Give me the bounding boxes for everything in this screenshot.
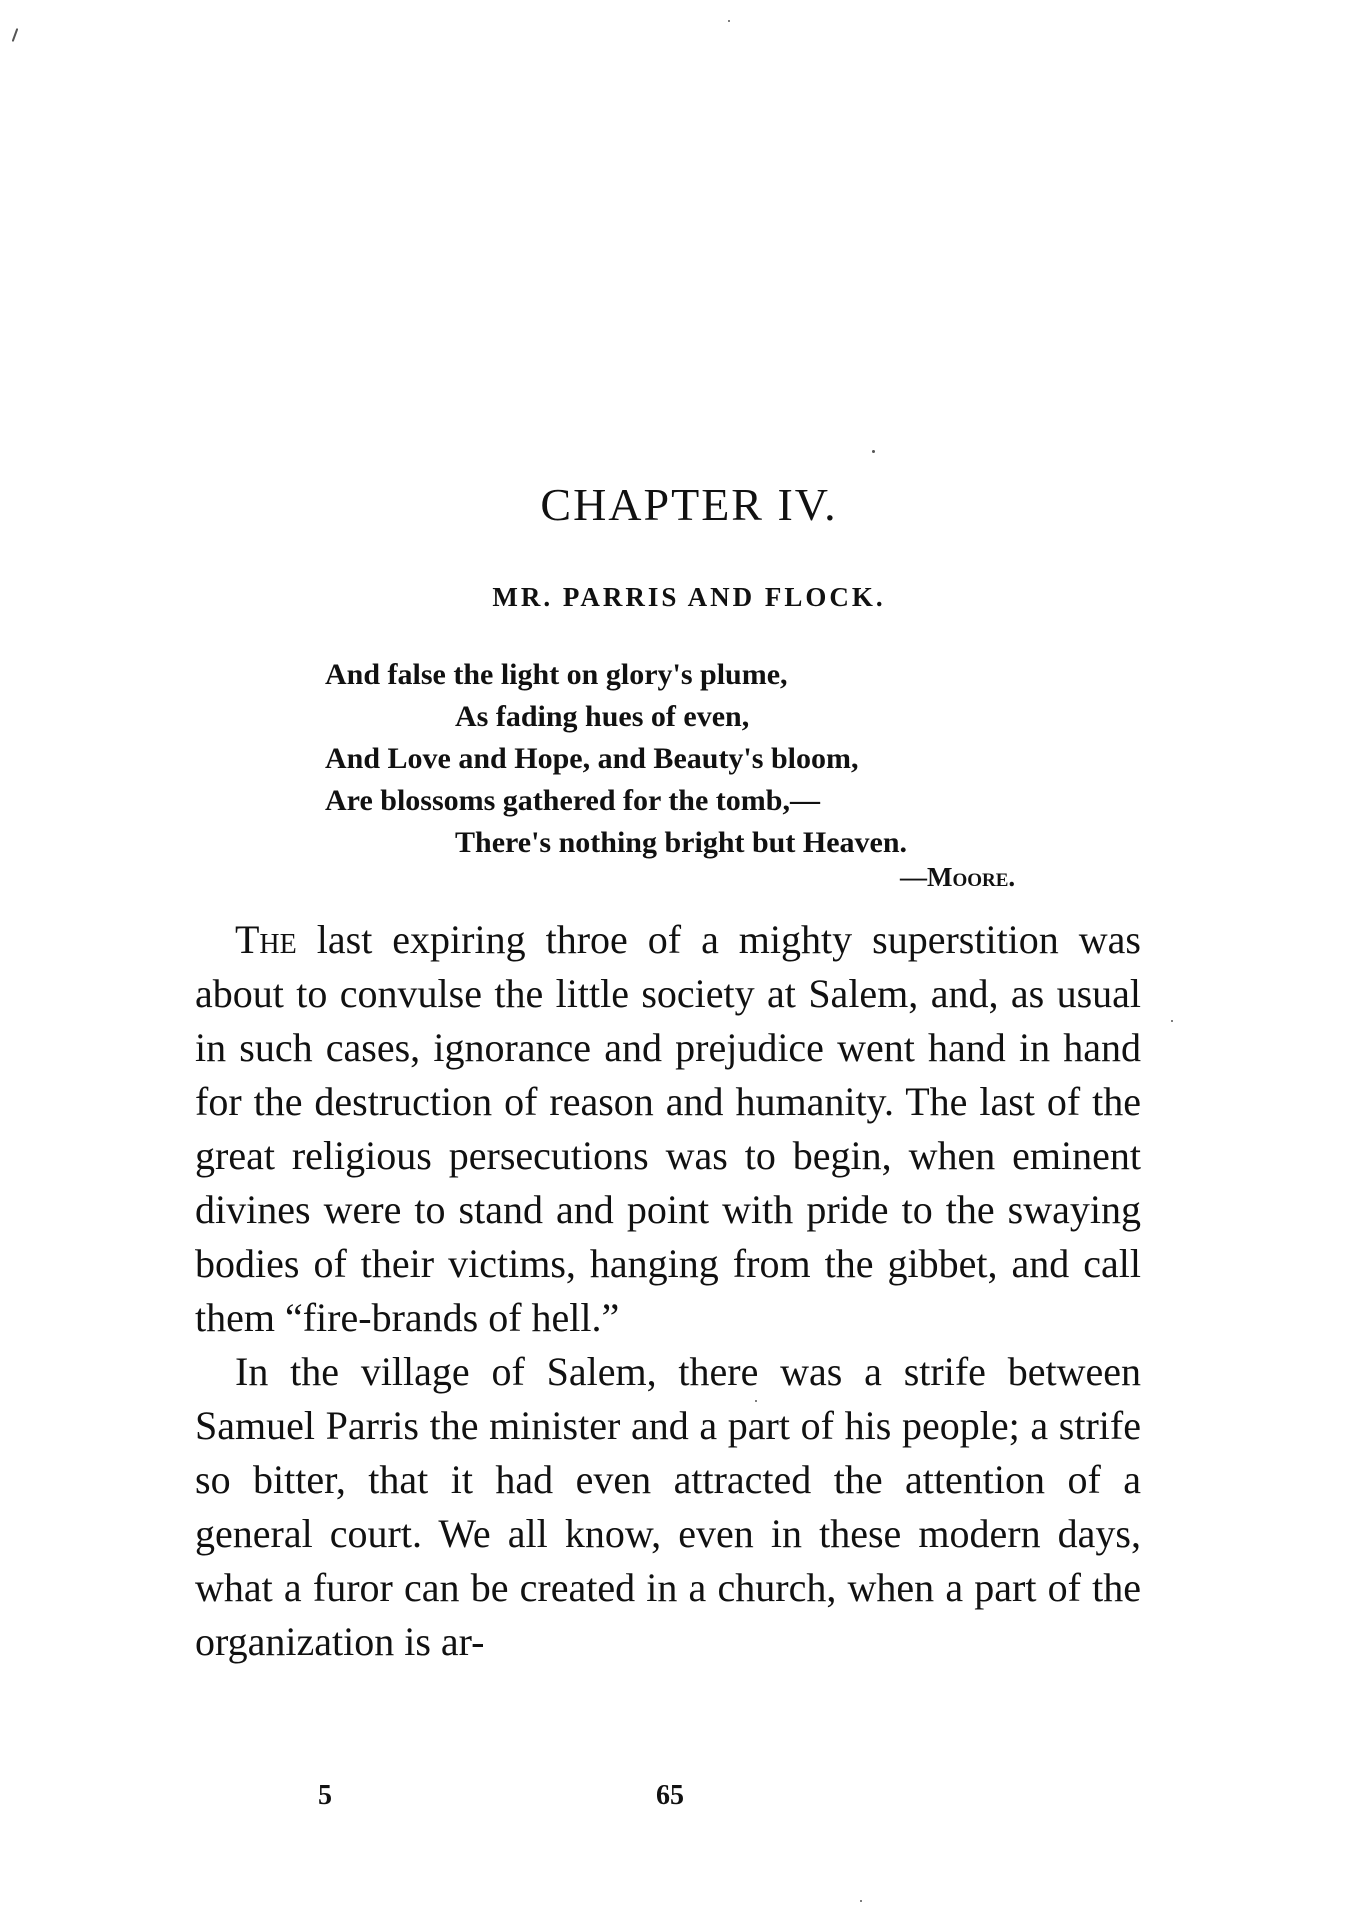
- chapter-subtitle: MR. PARRIS AND FLOCK.: [492, 582, 886, 612]
- drop-lead-word: The: [235, 917, 297, 962]
- epigraph-line: Are blossoms gathered for the tomb,—: [325, 784, 820, 817]
- body-text: [195, 913, 1141, 1669]
- epigraph-line: There's nothing bright but Heaven.: [455, 826, 908, 859]
- scan-speck: [1171, 1020, 1173, 1022]
- epigraph-line: And Love and Hope, and Beauty's bloom,: [325, 742, 859, 775]
- epigraph-attribution: —Moore.: [900, 862, 1016, 892]
- epigraph-line: And false the light on glory's plume,: [325, 658, 788, 691]
- epigraph-line: As fading hues of even,: [455, 700, 750, 733]
- signature-mark: 5: [318, 1780, 332, 1811]
- paragraph: [195, 913, 1141, 1345]
- scan-speck: [860, 1900, 862, 1902]
- scan-speck: [872, 450, 875, 453]
- paragraph-text: last expiring throe of a mighty superstition was about to convulse the little society at Salem, and, as usual in such cases, ignorance and prejudice went hand in hand for the destruction of reason and humanity. The last of the great religious persecutions was to begin, when eminent divines were to stand and point with pride to the swaying bodies of their victims, hanging from the gibbet, and call them “fire-brands of hell.”: [195, 917, 1141, 1340]
- paragraph: In the village of Salem, there was a strife between Samuel Parris the minister and a part of his people; a strife so bitter, that it had even attracted the attention of a general court. We all know, even in these modern days, what a furor can be created in a church, when a part of the organization is ar-: [195, 1349, 1141, 1664]
- epigraph: [325, 654, 1125, 864]
- chapter-title: CHAPTER IV.: [540, 479, 838, 530]
- page-number: 65: [656, 1780, 684, 1811]
- scan-speck: [12, 28, 19, 42]
- scan-speck: [728, 20, 730, 22]
- scan-speck: [755, 1400, 757, 1402]
